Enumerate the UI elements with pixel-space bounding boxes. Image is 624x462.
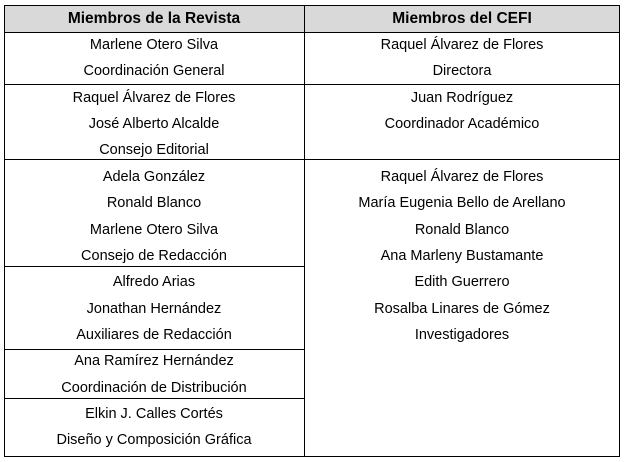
table-bottom-border: [4, 456, 620, 457]
cefi-name: Rosalba Linares de Gómez: [374, 301, 550, 317]
revista-role: Consejo de Redacción: [81, 248, 227, 264]
cefi-role: Coordinador Académico: [384, 116, 540, 132]
revista-name: Alfredo Arias: [112, 274, 196, 290]
table-header: [4, 5, 620, 32]
revista-role: Coordinación de Distribución: [61, 380, 247, 396]
cefi-role: Directora: [432, 63, 492, 79]
revista-name: Marlene Otero Silva: [89, 37, 219, 53]
revista-name: Adela González: [102, 169, 206, 185]
revista-name: José Alberto Alcalde: [88, 116, 220, 132]
cefi-name: Juan Rodríguez: [410, 90, 514, 106]
revista-name: Marlene Otero Silva: [89, 222, 219, 238]
table-top-border: [4, 5, 620, 6]
revista-name: Elkin J. Calles Cortés: [85, 406, 223, 422]
revista-name: Jonathan Hernández: [86, 301, 222, 317]
revista-role: Auxiliares de Redacción: [76, 327, 232, 343]
revista-name: Raquel Álvarez de Flores: [72, 90, 236, 106]
revista-role: Consejo Editorial: [99, 142, 209, 158]
cefi-name: Raquel Álvarez de Flores: [380, 37, 544, 53]
revista-role: Diseño y Composición Gráfica: [56, 432, 252, 448]
cefi-name: Raquel Álvarez de Flores: [380, 169, 544, 185]
revista-role: Coordinación General: [83, 63, 225, 79]
members-table: [4, 5, 620, 457]
header-revista: Miembros de la Revista: [67, 10, 241, 27]
revista-name: Ana Ramírez Hernández: [74, 353, 234, 369]
cefi-name: Edith Guerrero: [414, 274, 510, 290]
cefi-name: Ana Marleny Bustamante: [380, 248, 544, 264]
cefi-role: Investigadores: [414, 327, 510, 343]
cefi-name: Ronald Blanco: [414, 222, 510, 238]
header-cefi: Miembros del CEFI: [392, 10, 532, 27]
cefi-name: María Eugenia Bello de Arellano: [358, 195, 566, 211]
revista-name: Ronald Blanco: [106, 195, 202, 211]
